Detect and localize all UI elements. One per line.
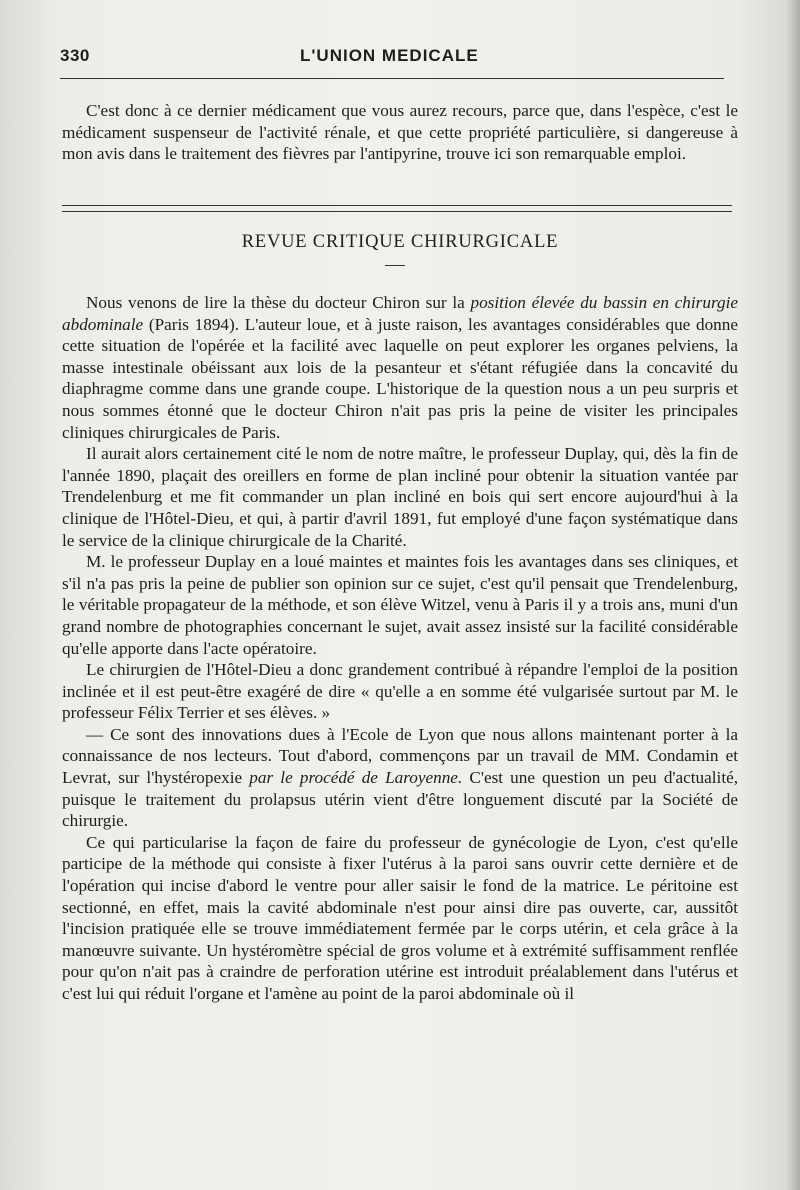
header-rule <box>60 78 724 79</box>
title-underline <box>385 265 405 266</box>
running-title: L'UNION MEDICALE <box>300 46 479 65</box>
paragraph-6: Ce qui particularise la façon de faire du professeur de gynécologie de Lyon, c'est qu'elle participe de la méthode qui consiste à fixer l'utérus à la paroi sans ouvrir cette dernière et de l'opération qui incise d'abord le ventre pour aller saisir le fond de la matrice. Le péritoine est sectionné, en effet, mais la cavité abdominale n'est pour ainsi dire pas ouverte, car, aussitôt l'incision pratiquée elle se trouve immédiatement fermée par le corps utérin, et cela grâce à la manœuvre suivante. Un hystéromètre spécial de gros volume et à extrémité suffisamment renflée pour qu'on n'ait pas à craindre de perforation utérine est introduit préalablement dans l'utérus et c'est lui qui réduit l'organe et l'amène au point de la paroi abdominale où il <box>62 832 738 1003</box>
paragraph-5 <box>62 724 738 832</box>
paragraph-1-text-c: (Paris 1894). L'auteur loue, et à juste raison, les avantages considérables que donne cette situation de l'opérée et la facilité avec laquelle on peut explorer les organes pelviens, la masse intestinale obéissant aux lois de la pesanteur et s'étant réfugiée dans la concavité du diaphragme comme dans une grande coupe. L'historique de la question nous a un peu surpris et nous sommes étonné que le docteur Chiron n'ait pas pris la peine de visiter les principales cliniques chirurgicales de Paris. <box>62 314 738 442</box>
procedure-name: par le procédé de Laroyenne. <box>249 768 463 788</box>
section-divider-top <box>62 205 732 206</box>
paragraph-4: Le chirurgien de l'Hôtel-Dieu a donc grandement contribué à répandre l'emploi de la position inclinée et il est peut-être exagéré de dire « qu'elle a en somme été vulgarisée surtout par M. le professeur Félix Terrier et ses élèves. » <box>62 660 738 723</box>
article-body <box>62 292 738 1005</box>
paragraph-1-text-a: Nous venons de lire la thèse du docteur Chiron sur la <box>86 293 471 312</box>
paragraph-5-text-a: — Ce sont des innovations dues à l'Ecole de Lyon que nous allons maintenant porter à la connaissance de nos lecteurs. Tout d'abord, commençons par un travail de MM. Condamin et Levrat, sur l'hystéropexie <box>62 724 738 788</box>
paragraph-5-text-c: C'est une question un peu d'actualité, puisque le traitement du prolapsus utérin vient d'être longuement discuté par la Société de chirurgie. <box>62 768 739 831</box>
page-header <box>60 44 730 72</box>
intro-paragraph-block <box>62 100 738 165</box>
thesis-title: position élevée du bassin en chirurgie abdominale <box>62 293 738 334</box>
paragraph-1 <box>62 292 738 443</box>
section-divider-bottom <box>62 211 732 212</box>
paragraph-2: Il aurait alors certainement cité le nom de notre maître, le professeur Duplay, qui, dès la fin de l'année 1890, plaçait des oreillers en forme de plan incliné pour obtenir la situation vantée par Trendelenburg et me fit commander un plan incliné en bois qui sert encore aujourd'hui à la clinique de l'Hôtel-Dieu, et qui, à partir d'avril 1891, fut employé d'une façon systématique dans le service de la clinique chirurgicale de la Charité. <box>62 444 738 550</box>
page-edge-shadow <box>786 0 800 1190</box>
paragraph-3: M. le professeur Duplay en a loué maintes et maintes fois les avantages dans ses cliniques, et s'il n'a pas pris la peine de publier son opinion sur ce sujet, c'est qu'il pensait que Trendelenburg, le véritable propagateur de la méthode, et son élève Witzel, venu à Paris il y a trois ans, muni d'un grand nombre de photographies concernant le sujet, avait assez insisté sur la facilité considérable qu'elle apporte dans l'acte opératoire. <box>62 552 738 658</box>
page-number: 330 <box>60 46 90 65</box>
intro-paragraph: C'est donc à ce dernier médicament que vous aurez recours, parce que, dans l'espèce, c'est le médicament suspenseur de l'activité rénale, et que cette propriété particulière, si dangereuse à mon avis dans le traitement des fièvres par l'antipyrine, trouve ici son remarquable emploi. <box>62 101 738 164</box>
section-title: REVUE CRITIQUE CHIRURGICALE <box>241 232 559 252</box>
